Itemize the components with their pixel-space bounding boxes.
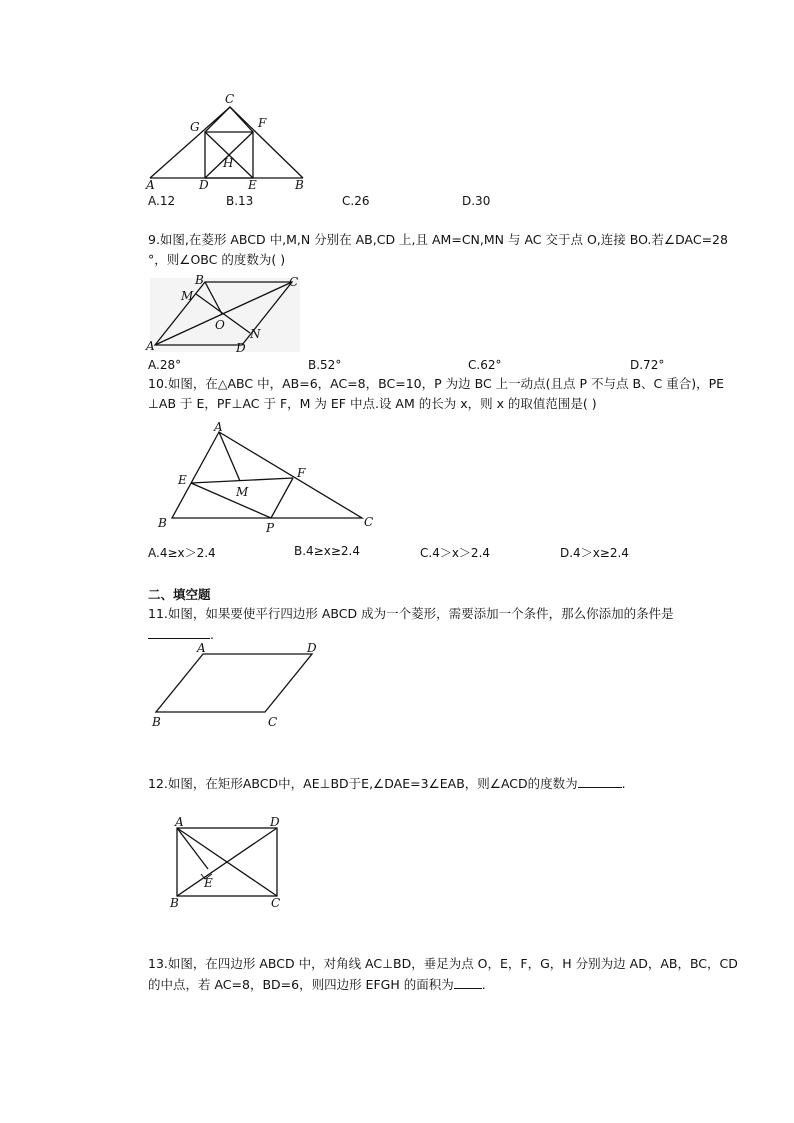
q9-text-line1: 9.如图,在菱形 ABCD 中,M,N 分别在 AB,CD 上,且 AM=CN,MN 与 AC 交于点 O,连接 BO.若∠DAC=28 [148, 232, 728, 247]
q9-label-c: C [289, 275, 299, 289]
q13-question-end: 的中点，若 AC=8，BD=6，则四边形 EFGH 的面积为 [148, 977, 454, 992]
q10-option-b: B.4≥x≥2.4 [294, 544, 360, 558]
q10-label-f: F [297, 466, 306, 480]
q11-text-line1: 11.如图，如果要使平行四边形 ABCD 成为一个菱形，需要添加一个条件，那么你添加的条件是 [148, 606, 674, 621]
q13-text-line2 [148, 974, 486, 995]
q8-label-a: A [146, 178, 155, 192]
q9-label-d: D [236, 341, 246, 355]
q11-period: . [210, 627, 214, 642]
q9-option-a: A.28° [148, 358, 182, 372]
q8-option-b: B.13 [226, 194, 254, 208]
q12-label-c: C [271, 896, 281, 910]
q13-answer-blank[interactable] [454, 974, 482, 989]
q13-text-line1: 13.如图，在四边形 ABCD 中，对角线 AC⊥BD，垂足为点 O，E，F，G，H 分别为边 AD，AB，BC，CD [148, 956, 738, 971]
q8-option-a: A.12 [148, 194, 176, 208]
q10-label-c: C [364, 515, 374, 529]
q12-period: . [621, 776, 626, 791]
q13-period: . [481, 977, 486, 992]
q9-label-o: O [215, 318, 225, 332]
q11-label-a: A [197, 641, 206, 655]
q10-label-e: E [178, 473, 187, 487]
q12-label-b: B [170, 896, 179, 910]
q8-label-e: E [248, 178, 257, 192]
q8-label-d: D [199, 178, 209, 192]
q9-label-m: M [181, 289, 194, 303]
q12-label-e: E [204, 876, 213, 890]
q8-label-h: H [223, 156, 234, 170]
q9-label-n: N [250, 327, 261, 341]
q11-label-c: C [268, 715, 278, 729]
q8-label-c: C [225, 92, 235, 106]
q10-option-a: A.4≥x＞2.4 [148, 546, 216, 560]
q9-label-a: A [146, 339, 155, 353]
q10-label-p: P [266, 521, 275, 535]
q9-option-b: B.52° [308, 358, 342, 372]
q11-label-d: D [307, 641, 317, 655]
q10-text-line1: 10.如图，在△ABC 中，AB=6，AC=8，BC=10，P 为边 BC 上一动点(且点 P 不与点 B、C 重合)，PE [148, 376, 725, 391]
q10-option-c: C.4＞x＞2.4 [420, 546, 491, 560]
q8-label-b: B [295, 178, 304, 192]
q8-option-c: C.26 [342, 194, 370, 208]
q8-label-f: F [258, 116, 267, 130]
q9-option-c: C.62° [468, 358, 502, 372]
q10-label-m: M [236, 485, 249, 499]
q12-question: 12.如图，在矩形ABCD中，AE⊥BD于E,∠DAE=3∠EAB，则∠ACD的度数为 [148, 776, 578, 791]
q10-label-b: B [158, 516, 167, 530]
q8-option-d: D.30 [462, 194, 491, 208]
q10-option-d: D.4＞x≥2.4 [560, 546, 629, 560]
section-title: 二、填空题 [148, 587, 211, 602]
q10-label-a: A [214, 420, 223, 434]
q12-label-d: D [270, 815, 280, 829]
q8-label-g: G [190, 120, 200, 134]
q9-text-line2: °，则∠OBC 的度数为( ) [148, 252, 286, 267]
q11-label-b: B [152, 715, 161, 729]
q9-option-d: D.72° [630, 358, 665, 372]
q12-label-a: A [175, 815, 184, 829]
q10-text-line2: ⊥AB 于 E，PF⊥AC 于 F，M 为 EF 中点.设 AM 的长为 x，则 x 的取值范围是( ) [148, 396, 597, 411]
q9-label-b: B [195, 273, 204, 287]
